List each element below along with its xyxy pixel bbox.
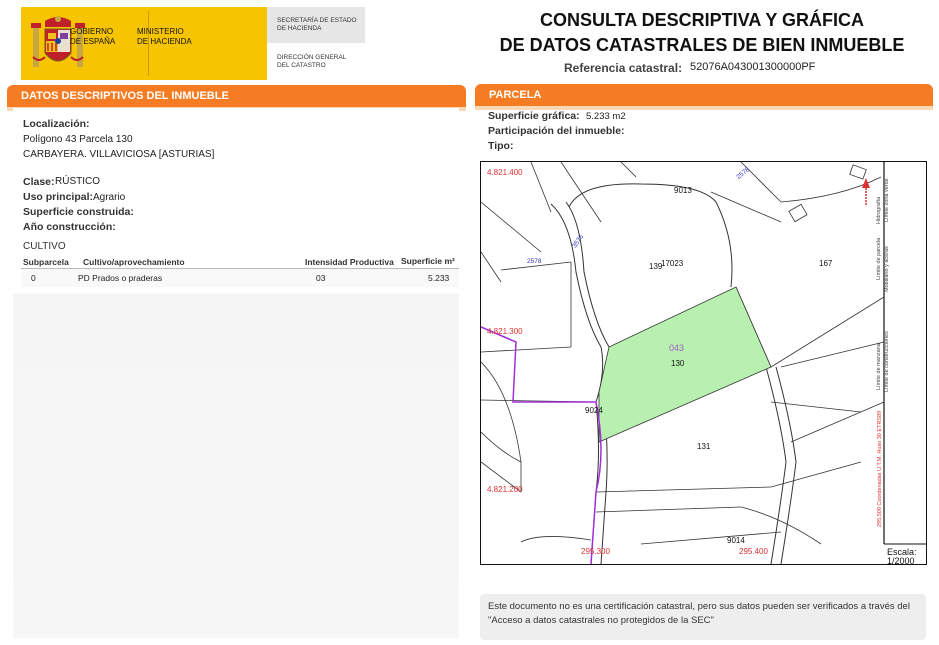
parcel-9013: 9013: [674, 186, 692, 195]
projection-text: 295,500 Coordenadas U.T.M. Huso 30 ETRS89: [877, 410, 883, 527]
sup-construida-label: Superficie construida:: [23, 206, 134, 218]
ministerio-line-2: DE HACIENDA: [137, 37, 192, 46]
th-cultivo: Cultivo/aprovechamiento: [83, 257, 185, 267]
th-subparcela: Subparcela: [23, 257, 69, 267]
road-label-2578-b: 2578: [735, 166, 752, 181]
td-superficie: 5.233: [428, 273, 450, 283]
north-arrow-icon: [861, 178, 871, 208]
sup-grafica-label: Superficie gráfica:: [488, 110, 580, 122]
gobierno-line-1: GOBIERNO: [70, 27, 114, 36]
parcel-167: 167: [819, 259, 833, 268]
td-cultivo: PD Prados o praderas: [78, 273, 163, 283]
scale-value: 1/2000: [887, 556, 915, 566]
coord-295400: 295.400: [739, 547, 768, 556]
coord-4821300: 4.821.300: [487, 327, 523, 336]
ref-label: Referencia catastral:: [564, 61, 683, 75]
legend-limite-construcciones: Límite de construcciones: [884, 331, 890, 392]
section-bar-datos: DATOS DESCRIPTIVOS DEL INMUEBLE: [7, 85, 466, 107]
legend-limite-manzana: Límite de manzana: [876, 343, 882, 390]
parcel-043: 043: [669, 343, 685, 353]
road-label-2578: 2578: [527, 258, 542, 265]
section-bar-parcela: PARCELA: [475, 84, 933, 106]
map-svg: [481, 162, 926, 564]
legend-limite-parcela: Límite de parcela: [876, 237, 882, 280]
anio-label: Año construcción:: [23, 221, 116, 233]
secretaria-text: [277, 17, 357, 33]
left-panel: [13, 108, 459, 638]
page-title: [485, 8, 919, 58]
title-line-2: DE DATOS CATASTRALES DE BIEN INMUEBLE: [499, 35, 905, 55]
uso-value: Agrario: [93, 192, 126, 203]
parcel-9024: 9024: [585, 406, 603, 415]
ministerio-line-1: MINISTERIO: [137, 27, 184, 36]
td-intensidad: 03: [316, 273, 326, 283]
parcel-130: 130: [671, 359, 685, 368]
parcel-139: 139: [649, 262, 663, 271]
cultivo-title: CULTIVO: [23, 241, 66, 252]
gobierno-text: [70, 27, 115, 47]
title-line-1: CONSULTA DESCRIPTIVA Y GRÁFICA: [539, 10, 865, 30]
localizacion-line-1: Polígono 43 Parcela 130: [23, 134, 133, 145]
legend-zona-verde: Límite zona verde: [884, 178, 890, 222]
coord-4821200: 4.821.200: [487, 485, 523, 494]
cadastral-map[interactable]: [480, 161, 927, 565]
parcel-9014: 9014: [727, 536, 745, 545]
localizacion-label: Localización:: [23, 118, 90, 130]
coord-295300: 295.300: [581, 547, 610, 556]
ministerio-text: [137, 27, 192, 47]
td-subparcela: 0: [31, 273, 36, 283]
direccion-line-2: DEL CATASTRO: [277, 62, 326, 69]
parcel-highlight[interactable]: [599, 287, 771, 442]
direccion-text: [277, 54, 346, 70]
parcel-131: 131: [697, 442, 711, 451]
road-label-3576: 3576: [571, 233, 586, 250]
disclaimer-note: Este documento no es una certificación catastral, pero sus datos pueden ser verificados a través del "Acceso a datos catastrales no protegidos de la SEC": [480, 594, 926, 640]
th-intensidad: Intensidad Productiva: [305, 257, 394, 267]
tipo-label: Tipo:: [488, 140, 514, 152]
ref-value: 52076A043001300000PF: [690, 61, 816, 73]
secretaria-line-2: DE HACIENDA: [277, 25, 322, 32]
localizacion-line-2: CARBAYERA. VILLAVICIOSA [ASTURIAS]: [23, 149, 215, 160]
legend-mobiliario: Mobiliario y aceras: [884, 246, 890, 292]
clase-value: RÚSTICO: [55, 176, 100, 187]
gobierno-line-2: DE ESPAÑA: [70, 37, 116, 46]
uso-label: Uso principal:: [23, 191, 94, 203]
participacion-label: Participación del inmueble:: [488, 125, 625, 137]
sup-grafica-value: 5.233 m2: [586, 111, 626, 122]
coord-4821400: 4.821.400: [487, 168, 523, 177]
scale-label: Escala:: [887, 547, 917, 557]
direccion-line-1: DIRECCIÓN GENERAL: [277, 54, 347, 61]
legend-hidrografia: Hidrografía: [876, 196, 882, 224]
secretaria-line-1: SECRETARÍA DE ESTADO: [277, 17, 357, 24]
parcel-17023: 17023: [661, 259, 684, 268]
th-superficie: Superficie m²: [401, 256, 455, 266]
clase-label: Clase:: [23, 176, 55, 188]
